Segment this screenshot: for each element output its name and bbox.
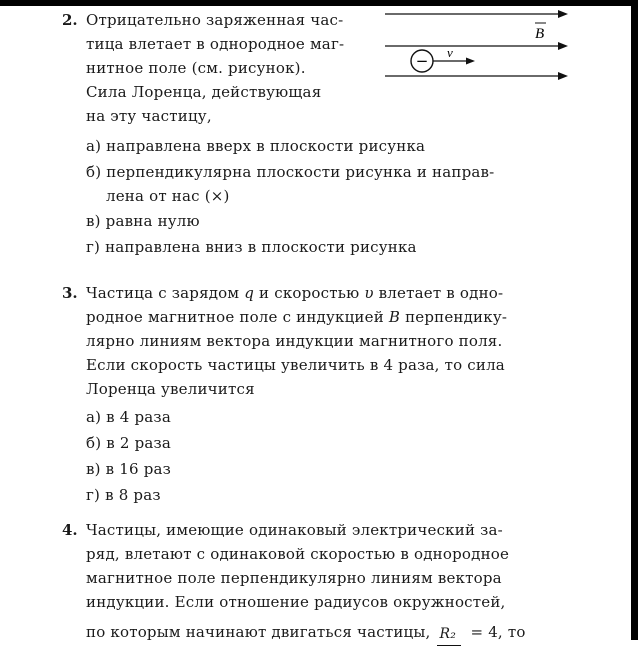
question-text-line: Частицы, имеющие одинаковый электрический за-	[86, 521, 503, 539]
question-text-line: Отрицательно заряженная час-	[86, 11, 344, 29]
answer-option: б) в 2 раза	[86, 434, 172, 452]
answer-option: г) в 8 раз	[86, 486, 161, 504]
answer-option-continuation: лена от нас (×)	[106, 187, 230, 205]
question-text-line: магнитное поле перпендикулярно линиям вектора	[86, 569, 502, 587]
field-line	[385, 42, 568, 50]
field-label: B	[535, 26, 545, 42]
answer-option: в) в 16 раз	[86, 460, 172, 478]
question-text-line: Сила Лоренца, действующая	[86, 83, 322, 101]
field-line	[385, 72, 568, 80]
question-text-line: Частица с зарядом q и скоростью υ влетает в одно-	[86, 284, 504, 302]
question-text-line: по которым начинают двигаться частицы, R₂ = 4, то	[86, 622, 526, 642]
question-text-line: ряд, влетают с одинаковой скоростью в однородное	[86, 545, 510, 563]
question-text-line: индукции. Если отношение радиусов окружностей,	[86, 593, 506, 611]
velocity-label: v	[447, 45, 453, 60]
right-border	[631, 0, 638, 640]
question-text-line: лярно линиям вектора индукции магнитного поля.	[86, 332, 503, 350]
field-line	[385, 10, 568, 18]
fraction-numerator: R₂	[439, 626, 457, 642]
question-text-line: Если скорость частицы увеличить в 4 раза, то сила	[86, 356, 505, 374]
question-number: 4.	[62, 521, 78, 539]
answer-option: б) перпендикулярна плоскости рисунка и направ-	[86, 163, 495, 181]
answer-option: а) направлена вверх в плоскости рисунка	[86, 137, 426, 155]
question-text-line: на эту частицу,	[86, 107, 212, 125]
answer-option: в) равна нулю	[86, 212, 200, 230]
answer-option: г) направлена вниз в плоскости рисунка	[86, 238, 417, 256]
question-text-line: родное магнитное поле с индукцией B перпендику-	[86, 308, 508, 326]
top-border	[0, 0, 638, 6]
answer-option: а) в 4 раза	[86, 408, 171, 426]
charge-sign: −	[415, 52, 429, 70]
question-text-line: нитное поле (см. рисунок).	[86, 59, 306, 77]
question-number: 2.	[62, 11, 78, 29]
question-text-line: Лоренца увеличится	[86, 380, 255, 398]
magnetic-field-figure	[380, 8, 570, 88]
question-text-line: тица влетает в однородное маг-	[86, 35, 345, 53]
question-number: 3.	[62, 284, 78, 302]
